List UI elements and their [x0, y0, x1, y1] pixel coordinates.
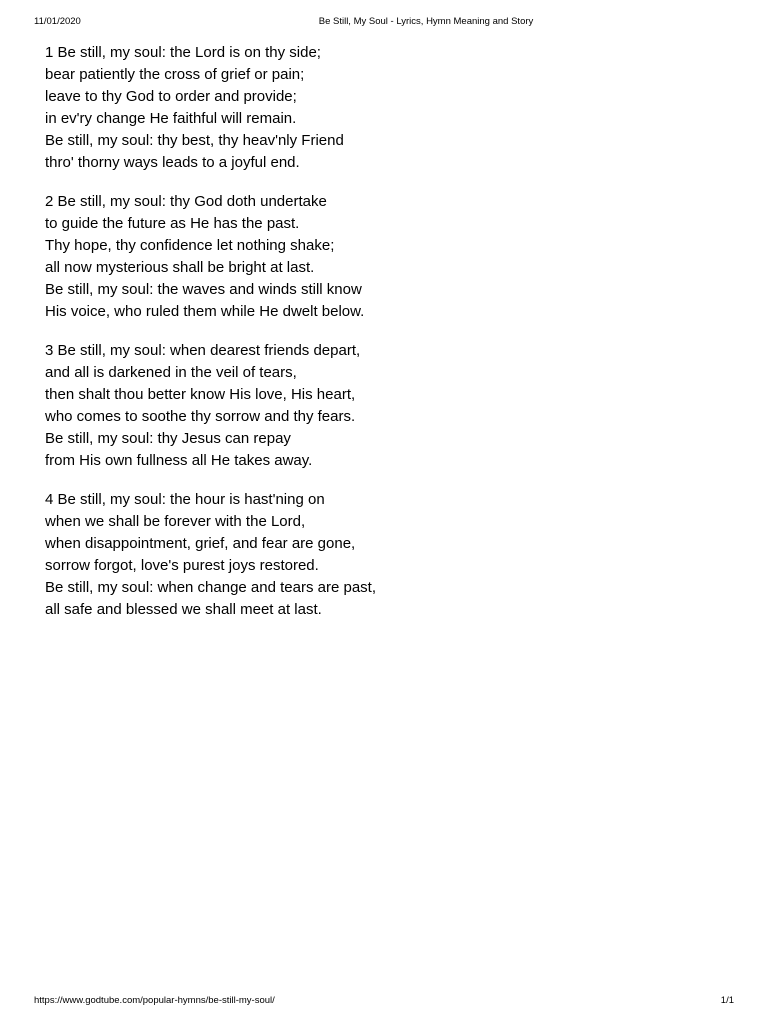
verse-line: all safe and blessed we shall meet at last.: [45, 601, 322, 618]
page-number: 1/1: [720, 995, 734, 1006]
verse-2: [45, 191, 725, 323]
verse-line: when disappointment, grief, and fear are gone,: [45, 535, 356, 552]
verse-line: 4 Be still, my soul: the hour is hast'ning on: [45, 491, 325, 508]
verse-line: 3 Be still, my soul: when dearest friends depart,: [45, 342, 361, 359]
verse-line: when we shall be forever with the Lord,: [45, 513, 306, 530]
verse-line: in ev'ry change He faithful will remain.: [45, 110, 297, 127]
verse-4: [45, 489, 725, 621]
verse-line: and all is darkened in the veil of tears,: [45, 364, 297, 381]
print-date: 11/01/2020: [34, 16, 81, 27]
verse-line: then shalt thou better know His love, His heart,: [45, 386, 356, 403]
verse-line: Be still, my soul: the waves and winds still know: [45, 281, 362, 298]
page-title: Be Still, My Soul - Lyrics, Hymn Meaning and Story: [318, 16, 534, 27]
verse-line: Be still, my soul: when change and tears are past,: [45, 579, 377, 596]
verse-line: to guide the future as He has the past.: [45, 215, 300, 232]
verse-line: who comes to soothe thy sorrow and thy fears.: [45, 408, 356, 425]
page-footer: [0, 995, 768, 1009]
verse-line: sorrow forgot, love's purest joys restored.: [45, 557, 319, 574]
verse-3: [45, 340, 725, 472]
page-header: [0, 16, 768, 30]
verse-line: His voice, who ruled them while He dwelt below.: [45, 303, 365, 320]
verse-1: [45, 42, 725, 174]
hymn-lyrics: [45, 42, 725, 638]
verse-line: 2 Be still, my soul: thy God doth undertake: [45, 193, 327, 210]
verse-line: all now mysterious shall be bright at last.: [45, 259, 315, 276]
verse-line: Be still, my soul: thy Jesus can repay: [45, 430, 291, 447]
source-url-link[interactable]: https://www.godtube.com/popular-hymns/be-still-my-soul/: [34, 995, 275, 1006]
verse-line: 1 Be still, my soul: the Lord is on thy side;: [45, 44, 321, 61]
verse-line: Thy hope, thy confidence let nothing shake;: [45, 237, 335, 254]
verse-line: thro' thorny ways leads to a joyful end.: [45, 154, 300, 171]
verse-line: leave to thy God to order and provide;: [45, 88, 297, 105]
verse-line: Be still, my soul: thy best, thy heav'nly Friend: [45, 132, 344, 149]
verse-line: from His own fullness all He takes away.: [45, 452, 313, 469]
verse-line: bear patiently the cross of grief or pain;: [45, 66, 305, 83]
